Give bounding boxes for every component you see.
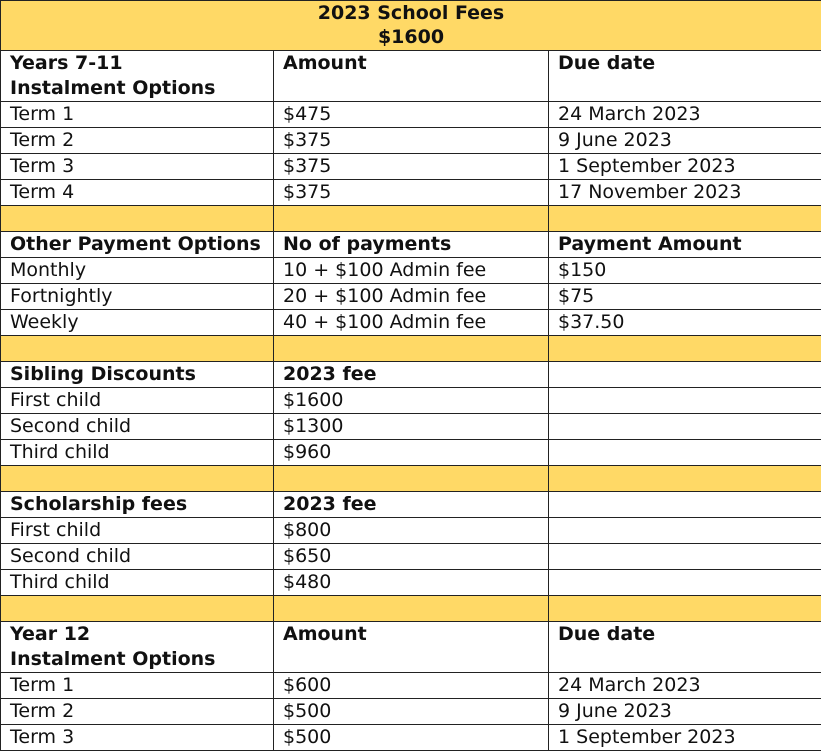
table-row <box>1 699 821 725</box>
table-row <box>1 310 821 336</box>
table-row <box>1 725 821 751</box>
amount-cell: $375 <box>274 180 549 206</box>
header-cell: Due date <box>549 622 821 673</box>
payment-amount-cell: $75 <box>549 284 821 310</box>
empty-cell <box>549 388 821 414</box>
spacer-cell <box>1 206 274 232</box>
table-row <box>1 180 821 206</box>
due-date-cell: 9 June 2023 <box>549 128 821 154</box>
header-cell: Payment Amount <box>549 232 821 258</box>
header-line-2: Instalment Options <box>10 648 216 670</box>
table-row <box>1 440 821 466</box>
amount-cell: $375 <box>274 128 549 154</box>
table-row <box>1 673 821 699</box>
empty-cell <box>549 518 821 544</box>
table-row <box>1 414 821 440</box>
title-row <box>1 1 821 51</box>
header-cell: Scholarship fees <box>1 492 274 518</box>
empty-cell <box>549 492 821 518</box>
due-date-cell: 24 March 2023 <box>549 102 821 128</box>
header-line-1: Year 12 <box>10 623 91 645</box>
header-cell: No of payments <box>274 232 549 258</box>
spacer-cell <box>549 206 821 232</box>
empty-cell <box>549 414 821 440</box>
child-cell: First child <box>1 388 274 414</box>
child-cell: Third child <box>1 440 274 466</box>
amount-cell: $475 <box>274 102 549 128</box>
fee-cell: $1300 <box>274 414 549 440</box>
header-cell: Due date <box>549 51 821 102</box>
header-cell: Sibling Discounts <box>1 362 274 388</box>
spacer-cell <box>549 466 821 492</box>
spacer-row <box>1 466 821 492</box>
header-cell: Other Payment Options <box>1 232 274 258</box>
payment-amount-cell: $37.50 <box>549 310 821 336</box>
payment-amount-cell: $150 <box>549 258 821 284</box>
spacer-row <box>1 336 821 362</box>
amount-cell: $600 <box>274 673 549 699</box>
fee-cell: $650 <box>274 544 549 570</box>
table-row <box>1 128 821 154</box>
spacer-cell <box>1 466 274 492</box>
term-cell: Term 4 <box>1 180 274 206</box>
spacer-cell <box>1 336 274 362</box>
payments-cell: 40 + $100 Admin fee <box>274 310 549 336</box>
amount-cell: $500 <box>274 699 549 725</box>
empty-cell <box>549 570 821 596</box>
fee-cell: $1600 <box>274 388 549 414</box>
table-row <box>1 102 821 128</box>
sibling-discounts-header-row <box>1 362 821 388</box>
due-date-cell: 1 September 2023 <box>549 154 821 180</box>
title-line-1: 2023 School Fees <box>317 2 505 24</box>
term-cell: Term 1 <box>1 673 274 699</box>
payments-cell: 20 + $100 Admin fee <box>274 284 549 310</box>
option-cell: Monthly <box>1 258 274 284</box>
table-title <box>1 1 821 51</box>
title-line-2: $1600 <box>377 26 445 48</box>
payments-cell: 10 + $100 Admin fee <box>274 258 549 284</box>
spacer-cell <box>274 336 549 362</box>
header-cell: Amount <box>274 622 549 673</box>
spacer-row <box>1 206 821 232</box>
spacer-cell <box>274 466 549 492</box>
term-cell: Term 2 <box>1 128 274 154</box>
table-row <box>1 518 821 544</box>
due-date-cell: 24 March 2023 <box>549 673 821 699</box>
spacer-cell <box>549 596 821 622</box>
term-cell: Term 1 <box>1 102 274 128</box>
spacer-cell <box>1 596 274 622</box>
table-row <box>1 284 821 310</box>
fee-cell: $480 <box>274 570 549 596</box>
option-cell: Fortnightly <box>1 284 274 310</box>
table-row <box>1 388 821 414</box>
years-7-11-header-row <box>1 51 821 102</box>
spacer-cell <box>274 206 549 232</box>
fee-cell: $960 <box>274 440 549 466</box>
spacer-cell <box>274 596 549 622</box>
empty-cell <box>549 544 821 570</box>
child-cell: First child <box>1 518 274 544</box>
header-cell <box>1 51 274 102</box>
child-cell: Second child <box>1 544 274 570</box>
spacer-cell <box>549 336 821 362</box>
header-cell: 2023 fee <box>274 362 549 388</box>
term-cell: Term 3 <box>1 154 274 180</box>
due-date-cell: 9 June 2023 <box>549 699 821 725</box>
option-cell: Weekly <box>1 310 274 336</box>
scholarship-fees-header-row <box>1 492 821 518</box>
empty-cell <box>549 440 821 466</box>
table-row <box>1 544 821 570</box>
term-cell: Term 2 <box>1 699 274 725</box>
year-12-header-row <box>1 622 821 673</box>
child-cell: Third child <box>1 570 274 596</box>
amount-cell: $500 <box>274 725 549 751</box>
term-cell: Term 3 <box>1 725 274 751</box>
header-cell: 2023 fee <box>274 492 549 518</box>
header-cell: Amount <box>274 51 549 102</box>
table-row <box>1 570 821 596</box>
header-line-1: Years 7-11 <box>10 52 123 74</box>
other-payments-header-row <box>1 232 821 258</box>
due-date-cell: 17 November 2023 <box>549 180 821 206</box>
header-cell <box>1 622 274 673</box>
table-row <box>1 258 821 284</box>
spacer-row <box>1 596 821 622</box>
table-row <box>1 154 821 180</box>
amount-cell: $375 <box>274 154 549 180</box>
fee-cell: $800 <box>274 518 549 544</box>
empty-cell <box>549 362 821 388</box>
due-date-cell: 1 September 2023 <box>549 725 821 751</box>
child-cell: Second child <box>1 414 274 440</box>
header-line-2: Instalment Options <box>10 77 216 99</box>
